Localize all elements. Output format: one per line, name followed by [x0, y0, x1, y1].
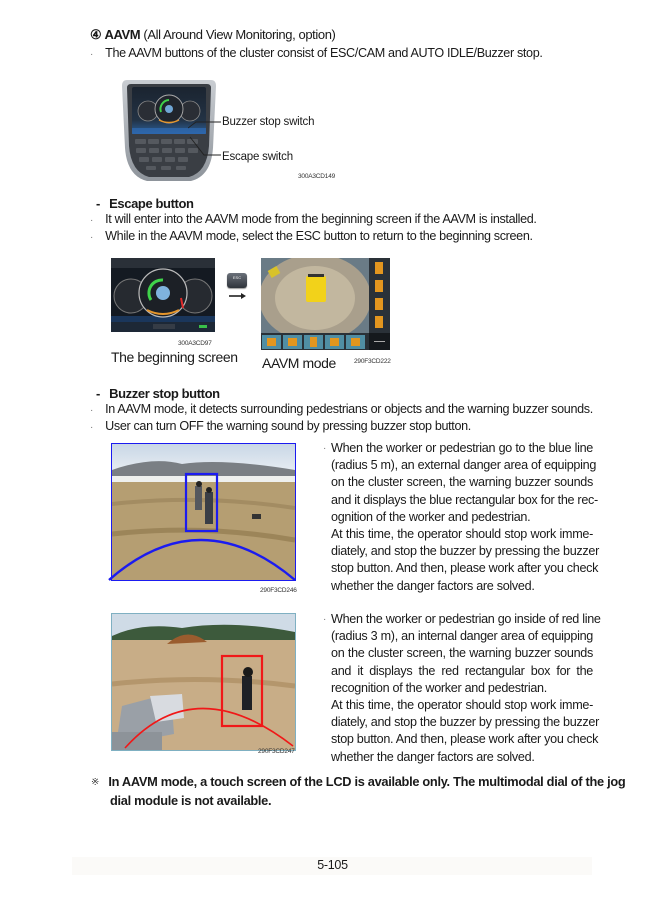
red-line-5: recognition of the worker and pedestrian. [331, 680, 547, 695]
aavm-mode-image [261, 258, 390, 350]
bullet-icon: · [323, 614, 327, 625]
beginning-screen-image [111, 258, 215, 332]
bullet-icon: · [90, 405, 93, 416]
escape-bullet-1: · It will enter into the AAVM mode from the beginning screen if the AAVM is installed. [90, 212, 537, 226]
red-line-2: (radius 3 m), an internal danger area of equipping [331, 629, 593, 644]
bullet-icon: · [90, 49, 93, 60]
red-line-9: whether the danger factors are solved. [331, 749, 535, 764]
blue-line-3: on the cluster screen, the warning buzzer sounds [331, 475, 593, 490]
note-reference-icon: ※ [91, 777, 100, 788]
section-title-rest: (All Around View Monitoring, option) [143, 27, 336, 42]
blue-line-9: whether the danger factors are solved. [331, 578, 535, 593]
blue-line-8: stop button. And then, please work after you check [331, 561, 599, 576]
beginning-screen-code: 300A3CD97 [178, 340, 212, 347]
buzzer-bullet-2: · User can turn OFF the warning sound by pressing buzzer stop button. [90, 419, 471, 433]
blue-zone-description [323, 440, 599, 595]
escape-heading: - Escape button [96, 196, 194, 211]
buzzer-heading-text: Buzzer stop button [109, 386, 220, 401]
bullet-icon: · [90, 232, 93, 243]
red-line-7: diately, and stop the buzzer by pressing the buzzer [331, 715, 599, 730]
note-block [91, 773, 625, 809]
escape-bullet-2: · While in the AAVM mode, select the ESC button to return to the beginning screen. [90, 229, 533, 243]
blue-zone-code: 290F3CD246 [260, 587, 297, 594]
aavm-mode-code: 290F3CD222 [354, 358, 391, 365]
blue-line-7: diately, and stop the buzzer by pressing the buzzer [331, 544, 599, 559]
blue-line-1: When the worker or pedestrian go to the blue line [331, 441, 593, 455]
page-number: 5-105 [317, 858, 348, 872]
red-line-3: on the cluster screen, the warning buzzer sounds [331, 646, 593, 661]
figure-code: 300A3CD149 [298, 173, 336, 180]
buzzer-bullet-1: · In AAVM mode, it detects surrounding pedestrians or objects and the warning buzzer sounds. [90, 402, 593, 416]
section-title-bold: AAVM [104, 27, 141, 42]
blue-line-5: ognition of the worker and pedestrian. [331, 509, 531, 524]
red-line-4: and it displays the red rectangular box for the [331, 663, 593, 678]
esc-key-icon [227, 273, 247, 288]
aavm-mode-caption: AAVM mode [262, 355, 336, 371]
red-line-1: When the worker or pedestrian go inside of red line [331, 612, 601, 626]
note-line-2: dial module is not available. [110, 793, 272, 808]
callout-buzzer-stop-switch: Buzzer stop switch [222, 116, 315, 128]
blue-line-2: (radius 5 m), an external danger area of equipping [331, 458, 597, 473]
bullet-icon: · [323, 443, 327, 454]
escape-heading-text: Escape button [109, 196, 194, 211]
callout-escape-switch: Escape switch [222, 151, 293, 163]
red-zone-overlay [105, 610, 300, 755]
bullet-icon: · [90, 422, 93, 433]
arrow-right-icon [228, 292, 248, 300]
blue-line-6: At this time, the operator should stop work imme- [331, 527, 593, 542]
intro-text: The AAVM buttons of the cluster consist of ESC/CAM and AUTO IDLE/Buzzer stop. [105, 46, 543, 60]
beginning-screen-caption: The beginning screen [111, 349, 238, 365]
blue-line-4: and it displays the blue rectangular box for the rec- [331, 492, 598, 507]
intro-bullet [90, 46, 543, 62]
buzzer-heading: - Buzzer stop button [96, 386, 220, 401]
red-line-8: stop button. And then, please work after you check [331, 732, 599, 747]
note-line-1: In AAVM mode, a touch screen of the LCD is available only. The multimodal dial of the jog [108, 774, 626, 789]
esc-key-label: ESC [232, 275, 242, 280]
section-heading [90, 27, 335, 43]
red-zone-description [323, 611, 601, 766]
bullet-icon: · [90, 215, 93, 226]
section-number: ④ [90, 27, 102, 42]
red-line-6: At this time, the operator should stop work imme- [331, 698, 593, 713]
blue-zone-overlay [105, 440, 300, 585]
red-zone-code: 290F3CD247 [258, 748, 295, 755]
